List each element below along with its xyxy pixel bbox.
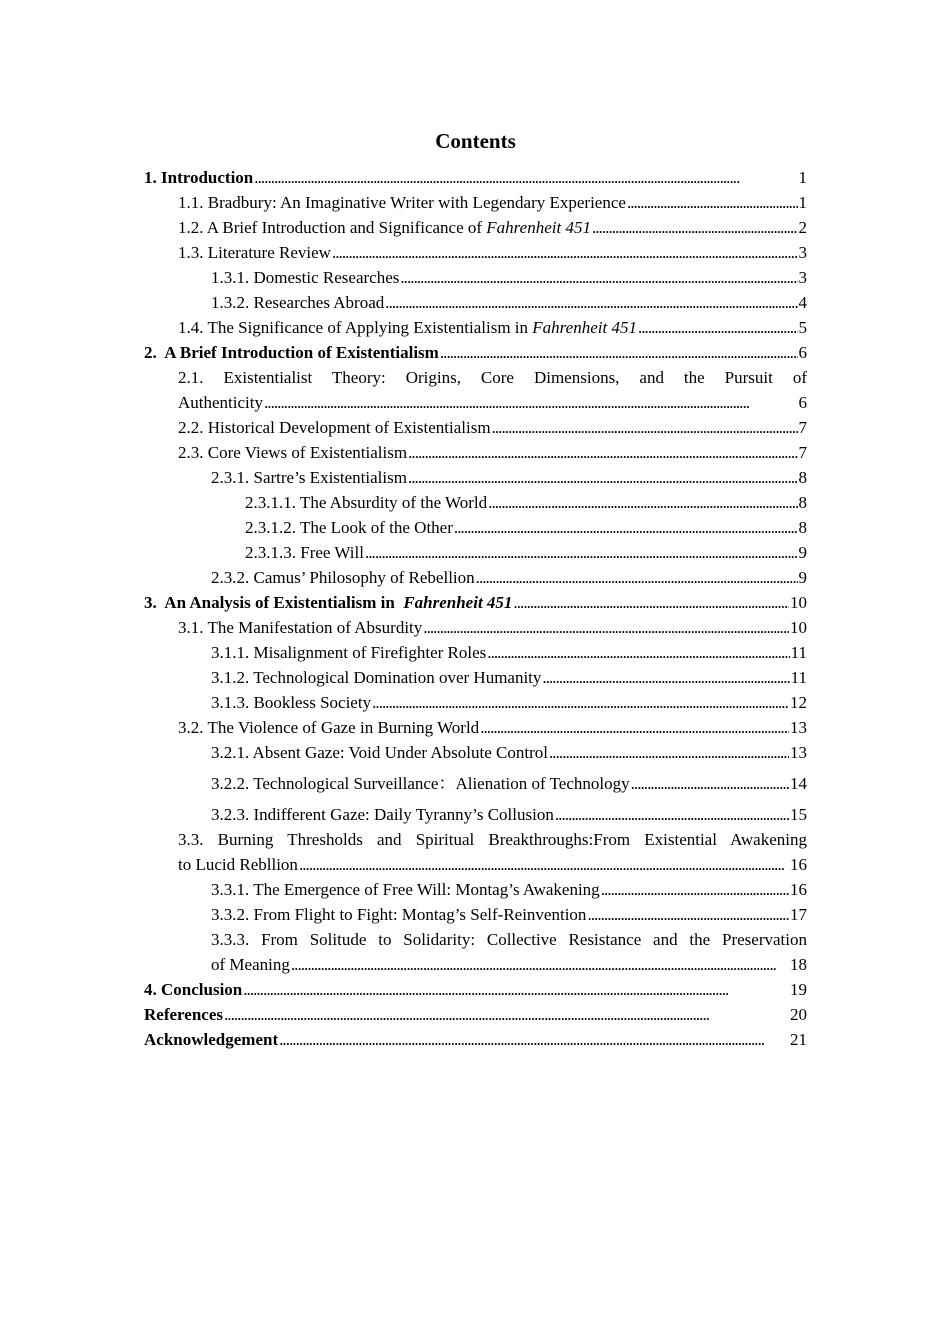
toc-entry[interactable]: [144, 665, 807, 690]
toc-page-number: 7: [798, 418, 807, 437]
toc-page-number: 9: [798, 568, 807, 587]
toc-entry[interactable]: [144, 715, 807, 740]
toc-page-number: 16: [790, 855, 807, 874]
toc-entry[interactable]: [144, 515, 807, 540]
toc-page-number: 8: [798, 518, 807, 537]
toc-entry[interactable]: [144, 165, 807, 190]
dot-leader: [264, 390, 798, 415]
toc-page-number: 6: [798, 393, 807, 412]
toc-page-number: 10: [790, 593, 807, 612]
toc-entry[interactable]: [144, 265, 807, 290]
dot-leader: [631, 771, 789, 796]
toc-entry-label: 1.2. A Brief Introduction and Significance of Fahrenheit 451: [178, 218, 591, 237]
toc-entry[interactable]: [144, 190, 807, 215]
toc-entry[interactable]: [144, 590, 807, 615]
toc-entry-label: 2.3.2. Camus’ Philosophy of Rebellion: [211, 568, 475, 587]
toc-entry[interactable]: [144, 690, 807, 715]
toc-entry-label: 3.2.3. Indifferent Gaze: Daily Tyranny’s Collusion: [211, 805, 554, 824]
toc-page-number: 21: [790, 1030, 807, 1049]
dot-leader: [555, 802, 789, 827]
toc-entry[interactable]: [144, 802, 807, 827]
dot-leader: [487, 640, 789, 665]
toc-entry-label-line2: of Meaning: [211, 955, 290, 974]
toc-entry-label: 4. Conclusion: [144, 980, 243, 999]
toc-entry[interactable]: [144, 977, 807, 1002]
toc-entry[interactable]: [144, 465, 807, 490]
dot-leader: [587, 902, 789, 927]
dot-leader: [638, 315, 798, 340]
toc-entry-label: 2.3.1.1. The Absurdity of the World: [245, 493, 488, 512]
toc-entry-label: 3.1. The Manifestation of Absurdity: [178, 618, 423, 637]
toc-page-number: 2: [798, 218, 807, 237]
dot-leader: [454, 515, 798, 540]
toc-entry-label: 1.3.1. Domestic Researches: [211, 268, 400, 287]
toc-entry[interactable]: [144, 290, 807, 315]
page-title: Contents: [435, 129, 516, 153]
dot-leader: [291, 952, 789, 977]
toc-page-number: 9: [798, 543, 807, 562]
toc-entry-label: 2.3.1. Sartre’s Existentialism: [211, 468, 407, 487]
toc-entry-label: 3.2. The Violence of Gaze in Burning World: [178, 718, 480, 737]
dot-leader: [542, 665, 789, 690]
toc-entry[interactable]: [144, 340, 807, 365]
dot-leader: [480, 715, 789, 740]
toc-page-number: 16: [790, 880, 807, 899]
toc-entry[interactable]: [144, 540, 807, 565]
dot-leader: [299, 852, 789, 877]
dot-leader: [279, 1027, 789, 1052]
toc-page-number: 8: [798, 493, 807, 512]
toc-page-number: 17: [790, 905, 807, 924]
dot-leader: [400, 265, 797, 290]
dot-leader: [492, 415, 798, 440]
toc-page-number: 15: [790, 805, 807, 824]
toc-entry-label-line1: 3.3.3. From Solitude to Solidarity: Collective Resistance and the Preservation: [211, 930, 807, 949]
toc-entry[interactable]: [144, 827, 807, 877]
toc-entry[interactable]: [144, 415, 807, 440]
table-of-contents: [144, 165, 807, 1052]
dot-leader: [408, 440, 797, 465]
toc-entry-label-line1: 2.1. Existentialist Theory: Origins, Core Dimensions, and the Pursuit of: [178, 368, 807, 387]
toc-entry[interactable]: [144, 927, 807, 977]
toc-entry-label: 3.1.3. Bookless Society: [211, 693, 372, 712]
dot-leader: [254, 165, 797, 190]
dot-leader: [476, 565, 798, 590]
toc-entry-label: 2.3.1.2. The Look of the Other: [245, 518, 453, 537]
toc-page-number: 20: [790, 1005, 807, 1024]
toc-entry-label: Acknowledgement: [144, 1030, 279, 1049]
toc-entry-label: 3.3.2. From Flight to Fight: Montag’s Self-Reinvention: [211, 905, 587, 924]
document-page: [144, 124, 807, 1052]
toc-entry-label: 2.3.1.3. Free Will: [245, 543, 364, 562]
toc-entry-label: 3.1.2. Technological Domination over Humanity: [211, 668, 542, 687]
toc-entry-label: 1.4. The Significance of Applying Existentialism in Fahrenheit 451: [178, 318, 637, 337]
dot-leader: [408, 465, 798, 490]
book-title: Fahrenheit 451: [532, 318, 637, 337]
toc-entry-label: 3.3.1. The Emergence of Free Will: Montag’s Awakening: [211, 880, 600, 899]
toc-entry[interactable]: [144, 765, 807, 802]
dot-leader: [372, 690, 789, 715]
toc-entry-label-line2: to Lucid Rebllion: [178, 855, 298, 874]
toc-entry-label: 2.2. Historical Development of Existentialism: [178, 418, 491, 437]
toc-page-number: 11: [790, 643, 807, 662]
toc-page-number: 5: [798, 318, 807, 337]
toc-entry[interactable]: [144, 615, 807, 640]
toc-entry[interactable]: [144, 440, 807, 465]
toc-page-number: 19: [790, 980, 807, 999]
toc-entry[interactable]: [144, 877, 807, 902]
toc-page-number: 4: [798, 293, 807, 312]
toc-entry-label-line1: 3.3. Burning Thresholds and Spiritual Breakthroughs:From Existential Awakening: [178, 830, 807, 849]
dot-leader: [549, 740, 789, 765]
toc-entry[interactable]: [144, 640, 807, 665]
toc-entry-label: 3.1.1. Misalignment of Firefighter Roles: [211, 643, 487, 662]
toc-entry-label: 2. A Brief Introduction of Existentialism: [144, 343, 439, 362]
dot-leader: [592, 215, 798, 240]
dot-leader: [488, 490, 797, 515]
toc-entry-label: 1. Introduction: [144, 168, 254, 187]
toc-entry[interactable]: [144, 740, 807, 765]
toc-page-number: 8: [798, 468, 807, 487]
dot-leader: [627, 190, 798, 215]
toc-entry-label: References: [144, 1005, 223, 1024]
toc-page-number: 1: [798, 168, 807, 187]
toc-entry[interactable]: [144, 902, 807, 927]
toc-entry[interactable]: [144, 315, 807, 340]
toc-entry[interactable]: [144, 1002, 807, 1027]
dot-leader: [243, 977, 789, 1002]
dot-leader: [385, 290, 797, 315]
toc-page-number: 3: [798, 268, 807, 287]
toc-entry-label: 3.2.2. Technological Surveillance：Alienation of Technology: [211, 774, 630, 793]
dot-leader: [601, 877, 789, 902]
toc-entry-label: 3. An Analysis of Existentialism in Fahrenheit 451: [144, 593, 513, 612]
toc-entry[interactable]: [144, 1027, 807, 1052]
dot-leader: [332, 240, 798, 265]
toc-page-number: 3: [798, 243, 807, 262]
toc-page-number: 7: [798, 443, 807, 462]
toc-entry[interactable]: [144, 215, 807, 240]
dot-leader: [423, 615, 789, 640]
book-title: Fahrenheit 451: [486, 218, 591, 237]
toc-entry[interactable]: [144, 490, 807, 515]
toc-page-number: 12: [790, 693, 807, 712]
toc-page-number: 10: [790, 618, 807, 637]
toc-entry-label: 2.3. Core Views of Existentialism: [178, 443, 408, 462]
book-title: Fahrenheit 451: [403, 593, 513, 612]
toc-page-number: 18: [790, 955, 807, 974]
dot-leader: [440, 340, 798, 365]
toc-page-number: 13: [790, 718, 807, 737]
dot-leader: [224, 1002, 789, 1027]
toc-page-number: 14: [790, 774, 807, 793]
toc-entry-label: 3.2.1. Absent Gaze: Void Under Absolute Control: [211, 743, 548, 762]
toc-entry[interactable]: [144, 565, 807, 590]
toc-entry-label: 1.3.2. Researches Abroad: [211, 293, 385, 312]
toc-entry-label: 1.1. Bradbury: An Imaginative Writer with Legendary Experience: [178, 193, 626, 212]
toc-page-number: 13: [790, 743, 807, 762]
toc-page-number: 1: [798, 193, 807, 212]
toc-entry[interactable]: [144, 365, 807, 415]
toc-page-number: 6: [798, 343, 807, 362]
toc-page-number: 11: [790, 668, 807, 687]
toc-entry[interactable]: [144, 240, 807, 265]
toc-entry-label: 1.3. Literature Review: [178, 243, 331, 262]
toc-entry-label-line2: Authenticity: [178, 393, 263, 412]
dot-leader: [513, 590, 789, 615]
dot-leader: [365, 540, 798, 565]
